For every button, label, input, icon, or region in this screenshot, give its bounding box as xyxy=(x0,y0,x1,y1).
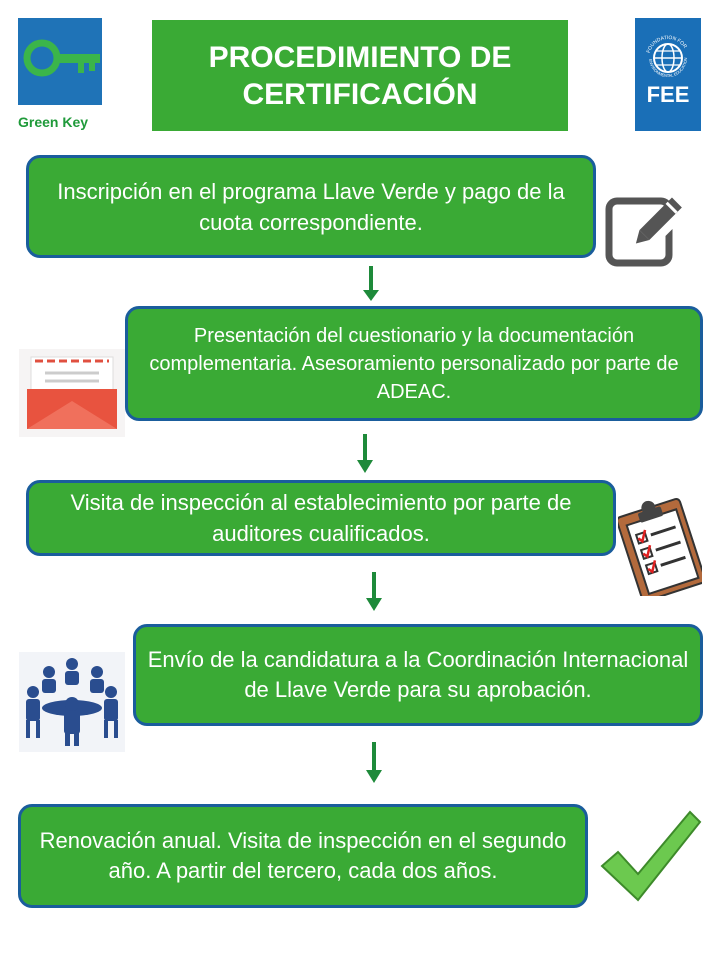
page-title xyxy=(152,20,568,131)
edit-icon xyxy=(605,193,685,269)
fee-logo xyxy=(635,18,701,131)
step-5-box xyxy=(18,804,588,908)
step-4-text: Envío de la candidatura a la Coordinación Internacional de Llave Verde para su aprobación. xyxy=(147,647,689,702)
step-3-box xyxy=(26,480,616,556)
arrow-down-icon xyxy=(361,266,381,302)
fee-ring-bottom-text: ENVIRONMENTAL EDUCATION xyxy=(647,57,689,79)
step-2-text: Presentación del cuestionario y la documentación complementaria. Asesoramiento personalizado por parte de ADEAC. xyxy=(149,324,679,403)
arrow-down-icon xyxy=(355,434,375,474)
step-5-text: Renovación anual. Visita de inspección en el segundo año. A partir del tercero, cada dos años. xyxy=(39,828,567,883)
fee-label: FEE xyxy=(646,82,690,107)
key-icon xyxy=(18,18,102,105)
arrow-down-icon xyxy=(364,742,384,784)
meeting-icon xyxy=(19,652,125,752)
envelope-icon xyxy=(19,349,125,437)
green-key-logo xyxy=(18,18,103,133)
step-1-text: Inscripción en el programa Llave Verde y pago de la cuota correspondiente. xyxy=(57,178,565,235)
step-1-box xyxy=(26,155,596,258)
step-2-box xyxy=(125,306,703,421)
green-key-label: Green Key xyxy=(18,114,89,130)
step-4-box xyxy=(133,624,703,726)
title-line-1: PROCEDIMIENTO DE xyxy=(208,40,512,74)
arrow-down-icon xyxy=(364,572,384,612)
title-line-2: CERTIFICACIÓN xyxy=(242,77,478,111)
fee-ring-top-text: FOUNDATION FOR xyxy=(645,34,688,54)
clipboard-checklist-icon xyxy=(618,492,702,596)
step-3-text: Visita de inspección al establecimiento por parte de auditores cualificados. xyxy=(70,490,572,546)
checkmark-icon xyxy=(598,808,702,904)
